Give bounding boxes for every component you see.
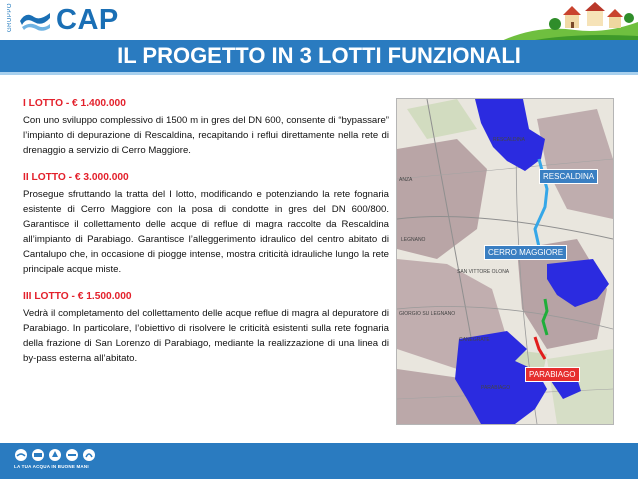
footer-water-icons — [14, 448, 124, 462]
page-title: IL PROGETTO IN 3 LOTTI FUNZIONALI — [117, 43, 521, 68]
map-town-san-vittore: SAN VITTORE OLONA — [457, 269, 510, 275]
label-cerro-maggiore: CERRO MAGGIORE — [484, 245, 567, 260]
village-illustration — [495, 0, 638, 44]
label-parabiago: PARABIAGO — [525, 367, 580, 382]
map-town-legnano: LEGNANO — [401, 237, 426, 243]
project-map — [396, 98, 614, 425]
cap-logo-text: CAP — [56, 4, 119, 36]
footer-slogan: LA TUA ACQUA IN BUONE MANI — [14, 464, 89, 469]
map-town-rescaldina: RESCALDINA — [493, 137, 525, 143]
map-town-parabiago: PARABIAGO — [481, 385, 511, 391]
map-town-canegrate: CANEGRATE — [459, 337, 490, 343]
map-drawing — [397, 99, 613, 424]
header — [0, 0, 638, 40]
lotto-2-body: Prosegue sfruttando la tratta del I lotto, modificando e potenziando la rete fognaria esistente di Cerro Maggiore con la posa di condotte in gres del DN 600/800. Garantisce il collettamento delle acque di reflue di magra raccolte da Rescaldina all’impianto di Parabiago. Garantisce l’alleggerimento idraulico del centro abitato di Cantalupo che, in occasione di piogge intense, mostra criticità idrauliche lungo la rete principale acque miste. — [23, 189, 389, 275]
lotto-3-heading: III LOTTO - € 1.500.000 — [23, 291, 132, 302]
label-rescaldina: RESCALDINA — [539, 169, 598, 184]
lotto-1-heading: I LOTTO - € 1.400.000 — [23, 98, 126, 109]
lotto-2-heading: II LOTTO - € 3.000.000 — [23, 172, 129, 183]
lotto-1-body: Con uno sviluppo complessivo di 1500 m in gres del DN 600, consente di “bypassare” l’impianto di depurazione di Rescaldina, recapitando i reflui direttamente nella rete di drenaggio a servizio di Cerro Maggiore. — [23, 115, 389, 156]
title-underline — [0, 72, 638, 75]
lotti-text — [23, 96, 389, 378]
map-town-anza: ANZA — [399, 177, 413, 183]
gruppo-label: GRUPPO — [7, 2, 13, 32]
cap-logo-icon — [18, 9, 52, 31]
lotto-3-body: Vedrà il completamento del collettamento delle acque reflue di magra al depuratore di Parabiago. In particolare, l’obiettivo di risolvere le criticità esistenti sulla rete fognaria della frazione di San Lorenzo di Parabiago, mediante la realizzazione di una linea di by-pass esterna all’abitato. — [23, 308, 389, 364]
map-town-san-giorgio: GIORGIO SU LEGNANO — [399, 311, 456, 317]
